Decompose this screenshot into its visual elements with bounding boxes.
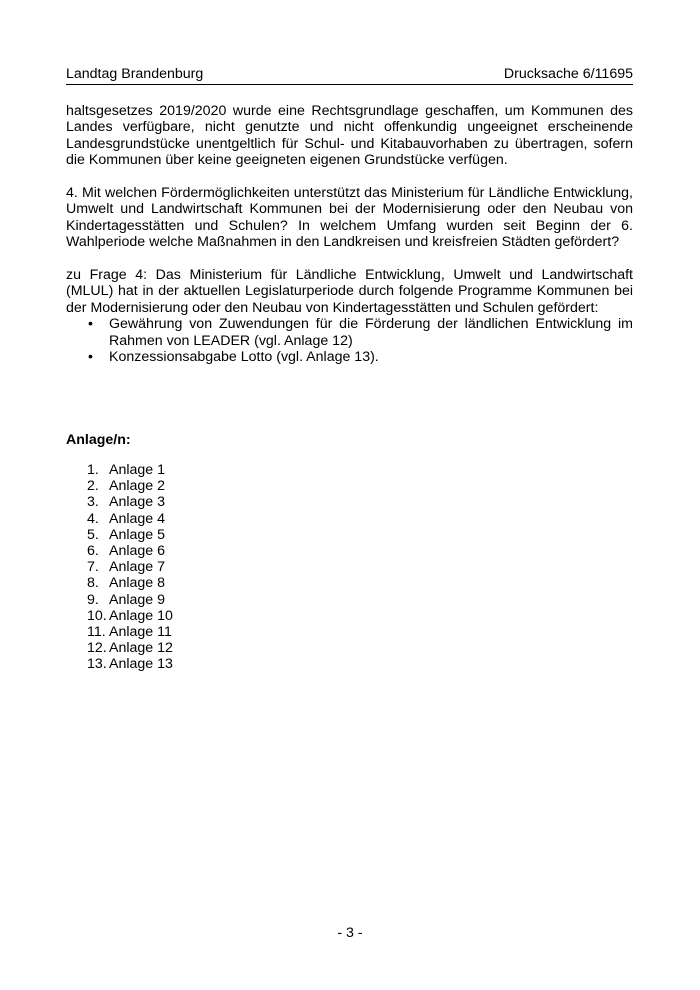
page-header — [66, 66, 633, 85]
attachment-link: Anlage 1 — [109, 462, 166, 478]
list-item-text: Gewährung von Zuwendungen für die Förderung der ländlichen Entwicklung im Rahmen von LEADER (vgl. Anlage 12) — [109, 316, 633, 349]
list-item-number: 2. — [87, 478, 99, 495]
header-institution: Landtag Brandenburg — [66, 66, 204, 82]
list-item-number: 9. — [87, 591, 99, 608]
list-item-number: 7. — [87, 559, 99, 576]
document-body — [66, 103, 633, 365]
list-item-number: 13. — [87, 656, 107, 673]
bullet-icon: • — [88, 316, 93, 333]
attachment-link: Anlage 13 — [109, 656, 173, 673]
attachments-heading: Anlage/n: — [66, 432, 131, 448]
page-number: - 3 - — [337, 925, 363, 941]
attachment-link: Anlage 9 — [109, 591, 166, 608]
attachment-link: Anlage 8 — [109, 575, 166, 592]
list-item-number: 8. — [87, 575, 99, 592]
list-item-number: 6. — [87, 542, 99, 559]
attachment-link: Anlage 6 — [109, 542, 166, 559]
funding-programme-list — [66, 316, 633, 365]
list-item-number: 3. — [87, 494, 99, 511]
attachment-link: Anlage 2 — [109, 478, 166, 495]
list-item-number: 11. — [87, 623, 106, 640]
attachment-link: Anlage 5 — [109, 526, 166, 543]
answer-4: zu Frage 4: Das Ministerium für Ländliche Entwicklung, Umwelt und Landwirtschaft (MLUL) hat in der aktuellen Legislaturperiode durch folgende Programme Kommunen bei der Modernisierung oder den Neubau von Kindertagesstätten und Schulen gefördert: — [66, 267, 633, 316]
attachment-link: Anlage 7 — [109, 559, 166, 576]
header-document-number: Drucksache 6/11695 — [503, 66, 633, 82]
list-item-number: 1. — [87, 462, 99, 478]
bullet-icon: • — [88, 349, 93, 366]
list-item-number: 5. — [87, 526, 99, 543]
attachment-link: Anlage 10 — [109, 607, 173, 624]
list-item-number: 4. — [87, 510, 99, 527]
list-item-number: 10. — [87, 607, 107, 624]
attachment-link: Anlage 4 — [109, 510, 166, 527]
attachment-link: Anlage 12 — [109, 640, 173, 657]
list-item — [66, 316, 633, 349]
attachment-link: Anlage 3 — [109, 494, 166, 511]
list-item-number: 12. — [87, 640, 107, 657]
attachment-link: Anlage 11 — [109, 623, 172, 640]
list-item-text: Konzessionsabgabe Lotto (vgl. Anlage 13). — [109, 349, 379, 366]
question-4: 4. Mit welchen Fördermöglichkeiten unterstützt das Ministerium für Ländliche Entwicklung, Umwelt und Landwirtschaft Kommunen bei der Modernisierung oder den Neubau von Kindertagesstätten und Schulen? In welchem Umfang wurden seit Beginn der 6. Wahlperiode welche Maßnahmen in den Landkreisen und kreisfreien Städten gefördert? — [66, 185, 633, 251]
list-item — [66, 349, 633, 365]
paragraph-continuation: haltsgesetzes 2019/2020 wurde eine Rechtsgrundlage geschaffen, um Kommunen des Landes verfügbare, nicht genutzte und nicht offenkundig ungeeignet erscheinende Landesgrundstücke unentgeltlich für Schul- und Kitabauvorhaben zu übertragen, sofern die Kommunen über keine geeigneten eigenen Grundstücke verfügen. — [66, 103, 633, 169]
